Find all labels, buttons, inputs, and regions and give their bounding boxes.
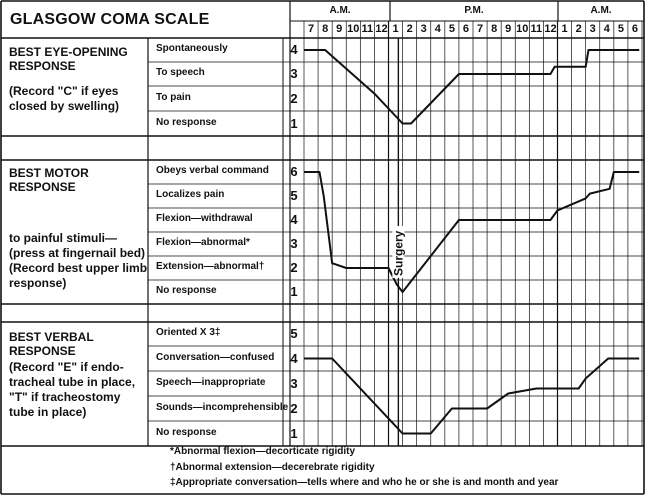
hour-label: 12 — [544, 23, 557, 35]
hour-label: 2 — [575, 23, 582, 35]
hour-label: 2 — [406, 23, 413, 35]
hour-label: 12 — [375, 23, 388, 35]
period-am-2: A.M. — [590, 5, 612, 16]
response-score: 3 — [290, 236, 298, 251]
response-label: Sounds—incomprehensible — [156, 401, 289, 413]
hour-label: 8 — [322, 23, 329, 35]
motor-section-note: to painful stimuli—(press at fingernail bed) (Record best upper limb response) — [9, 231, 148, 290]
period-am-1: A.M. — [329, 5, 351, 16]
hour-label: 1 — [561, 23, 568, 35]
eye-section-note: (Record "C" if eyes closed by swelling) — [9, 84, 120, 113]
response-score: 2 — [290, 400, 298, 416]
response-label: To speech — [156, 67, 205, 78]
hour-label: 4 — [434, 23, 441, 35]
hour-label: 9 — [336, 23, 343, 35]
footnote-conversation: ‡Appropriate conversation—tells where and who he or she is and month and year — [170, 477, 559, 488]
hour-label: 3 — [589, 23, 596, 35]
hour-label: 11 — [361, 23, 374, 35]
response-score: 2 — [290, 90, 298, 106]
hour-label: 10 — [347, 23, 360, 35]
chart-title: GLASGOW COMA SCALE — [10, 11, 210, 28]
hour-label: 6 — [631, 23, 639, 35]
response-label: No response — [156, 285, 217, 296]
hour-label: 4 — [603, 23, 610, 35]
hour-label: 3 — [420, 23, 427, 35]
motor-section-title: BEST MOTOR RESPONSE — [9, 166, 89, 194]
response-label: No response — [156, 116, 217, 128]
response-score: 1 — [290, 115, 298, 131]
response-label: Obeys verbal command — [156, 165, 269, 176]
response-label: Conversation—confused — [156, 351, 275, 363]
response-score: 4 — [290, 350, 298, 366]
response-score: 5 — [290, 326, 298, 341]
response-score: 1 — [290, 284, 298, 299]
period-pm: P.M. — [464, 5, 484, 16]
response-label: Flexion—abnormal* — [156, 237, 250, 248]
response-label: Oriented X 3‡ — [156, 327, 221, 338]
verbal-section-title: BEST VERBAL RESPONSE — [9, 330, 94, 358]
response-score: 2 — [290, 260, 298, 275]
hour-label: 7 — [307, 23, 315, 35]
hour-label: 5 — [617, 23, 624, 35]
response-score: 4 — [290, 42, 298, 57]
hour-label: 5 — [448, 23, 455, 35]
surgery-label: Surgery — [391, 230, 406, 276]
response-score: 3 — [290, 375, 298, 391]
hour-label: 8 — [491, 23, 498, 35]
response-label: Localizes pain — [156, 189, 225, 200]
response-label: Spontaneously — [156, 43, 228, 54]
response-score: 4 — [290, 212, 298, 227]
verbal-section-note: (Record "E" if endo-tracheal tube in place, "T" if tracheostomy tube in place) — [9, 360, 136, 419]
response-label: Speech—inappropriate — [156, 376, 266, 388]
response-label: Flexion—withdrawal — [156, 213, 253, 224]
response-score: 3 — [290, 66, 298, 81]
footnote-extension: †Abnormal extension—decerebrate rigidity — [170, 462, 375, 473]
response-score: 6 — [290, 164, 298, 179]
response-label: Extension—abnormal† — [156, 261, 265, 272]
hour-label: 6 — [462, 23, 470, 35]
hour-label: 9 — [505, 23, 512, 35]
hour-label: 11 — [530, 23, 543, 35]
series-line-eye — [304, 50, 639, 124]
hour-label: 7 — [476, 23, 484, 35]
response-score: 5 — [290, 188, 298, 203]
hour-label: 1 — [392, 23, 399, 35]
eye-section-title: BEST EYE-OPENING RESPONSE — [9, 45, 128, 73]
response-label: To pain — [156, 91, 191, 103]
hour-label: 10 — [516, 23, 529, 35]
response-label: No response — [156, 426, 217, 438]
response-score: 1 — [290, 425, 298, 441]
footnote-flexion: *Abnormal flexion—decorticate rigidity — [170, 446, 356, 457]
